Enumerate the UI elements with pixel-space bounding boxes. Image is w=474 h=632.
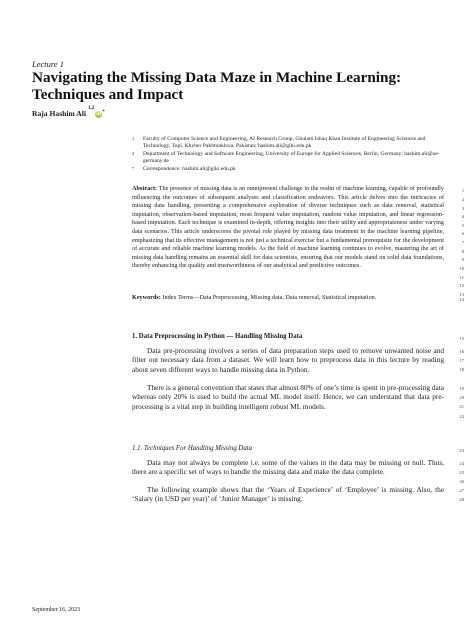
affiliation-text: Department of Technology and Software Engineering, University of Europe for Applied Sciences, Berlin, Germany; hashim.ali@ue-germany.de xyxy=(143,151,440,165)
line-number: 26 xyxy=(459,479,464,484)
line-number: 22 xyxy=(459,414,464,419)
paper-title: Navigating the Missing Data Maze in Machine Learning: Techniques and Impact xyxy=(32,69,402,103)
line-number: 5 xyxy=(461,223,464,228)
footer-date: September 16, 2023 xyxy=(32,607,81,613)
line-number: 7 xyxy=(461,240,464,245)
keywords xyxy=(132,294,444,303)
line-number: 8 xyxy=(461,249,464,254)
orcid-icon[interactable]: iD xyxy=(96,112,102,117)
line-number: 13 xyxy=(459,292,464,297)
abstract-label: Abstract: xyxy=(132,185,158,192)
affiliation-2 xyxy=(132,151,452,166)
subsection-paragraph: The following example shows that the ‘Years of Experience’ of ‘Employee’ is missing. Also, the ‘Salary (in USD per year)’ of ‘Junior Manager’ is missing. xyxy=(132,485,444,504)
line-number: 14 xyxy=(459,297,464,302)
affiliation-correspondence xyxy=(132,166,452,173)
abstract xyxy=(132,185,444,271)
subsection-paragraph: Data may not always be complete i.e. some of the values in the data may be missing or null. Thus, there are a specific set of ways to handle the missing data and make the data complete. xyxy=(132,458,444,477)
line-number: 4 xyxy=(461,214,464,219)
correspondence-mark: * xyxy=(102,110,105,115)
affiliation-mark: 2 xyxy=(132,151,135,157)
affiliation-mark: * xyxy=(132,166,135,172)
line-number: 1 xyxy=(461,188,464,193)
line-number: 18 xyxy=(459,367,464,372)
section-paragraph: There is a general convention that states that almost 80% of one’s time is spent in pre-processing data whereas only 20% is used to build the actual ML model itself. Hence, we can understand that data pre-processing is a vital step in building intelligent robust ML models. xyxy=(132,383,444,411)
affiliation-1 xyxy=(132,136,452,151)
line-number: 19 xyxy=(459,386,464,391)
line-number: 2 xyxy=(461,197,464,202)
line-number: 28 xyxy=(459,497,464,502)
affiliations xyxy=(132,136,452,174)
line-number: 21 xyxy=(459,404,464,409)
keywords-label: Keywords: xyxy=(132,294,161,301)
section-heading: 1. Data Preprocessing in Python — Handling Missing Data xyxy=(132,333,303,340)
line-number: 16 xyxy=(459,349,464,354)
line-number: 10 xyxy=(459,266,464,271)
affiliation-text: Faculty of Computer Science and Engineering, AI Research Group, Ghulam Ishaq Khan Institute of Engineering Sciences and Technology, Topi, Khyber Pakhtunkhwa, Pakistan; hashim.ali@giki.edu.pk xyxy=(143,136,426,150)
subsection-heading: 1.1. Techniques For Handling Missing Data xyxy=(132,445,253,452)
line-number: 24 xyxy=(459,461,464,466)
line-number: 25 xyxy=(459,470,464,475)
lecture-label: Lecture 1 xyxy=(32,59,65,69)
line-number: 11 xyxy=(459,275,464,280)
line-number: 23 xyxy=(459,448,464,453)
author-name: Raja Hashim Ali xyxy=(32,109,87,118)
line-number: 27 xyxy=(459,488,464,493)
line-number: 15 xyxy=(459,336,464,341)
line-number: 9 xyxy=(461,257,464,262)
affiliation-text: Correspondence: hashim.ali@giki.edu.pk xyxy=(143,166,236,173)
line-number: 12 xyxy=(459,283,464,288)
affiliation-mark: 1 xyxy=(132,136,135,141)
line-number: 3 xyxy=(461,206,464,211)
line-number: 6 xyxy=(461,231,464,236)
abstract-text: The presence of missing data is an omnipresent challenge in the realm of machine learning, capable of profoundly influencing the outcomes of subsequent analyses and classification endeavors. This article delves into the intricacies of missing data handling, presenting a comprehensive exploration of diverse techniques such as data removal, statistical imputation, observation-based imputation, most frequent value imputation, random value imputation, and linear regression-based imputation. Each technique is examined in-depth, offering insights into their utility and appropriateness under varying data scenarios. This article underscores the pivotal role played by missing data treatment in the machine learning pipeline, emphasizing that its effective management is not just a technical exercise but a fundamental prerequisite for the development of accurate and reliable machine learning models. As the field of machine learning continues to evolve, mastering the art of missing data handling remains an essential skill for data scientists, ensuring that our models stand on solid data foundations, thereby enhancing the quality and trustworthiness of our analytical and predictive outcomes. xyxy=(132,185,444,270)
author-affiliation-sup: 1,2 xyxy=(88,106,95,112)
line-number: 17 xyxy=(459,358,464,363)
section-paragraph: Data pre-processing involves a series of data preparation steps used to remove unwanted noise and filter out necessary data from a dataset. We will learn how to preprocess data in this lecture by reading about seven different ways to handle missing data in Python. xyxy=(132,346,444,374)
line-number: 20 xyxy=(459,395,464,400)
keywords-text: Index Terms—Data Preprocessing, Missing data, Data removal, Statistical imputation. xyxy=(162,294,377,301)
author-line xyxy=(32,106,105,118)
